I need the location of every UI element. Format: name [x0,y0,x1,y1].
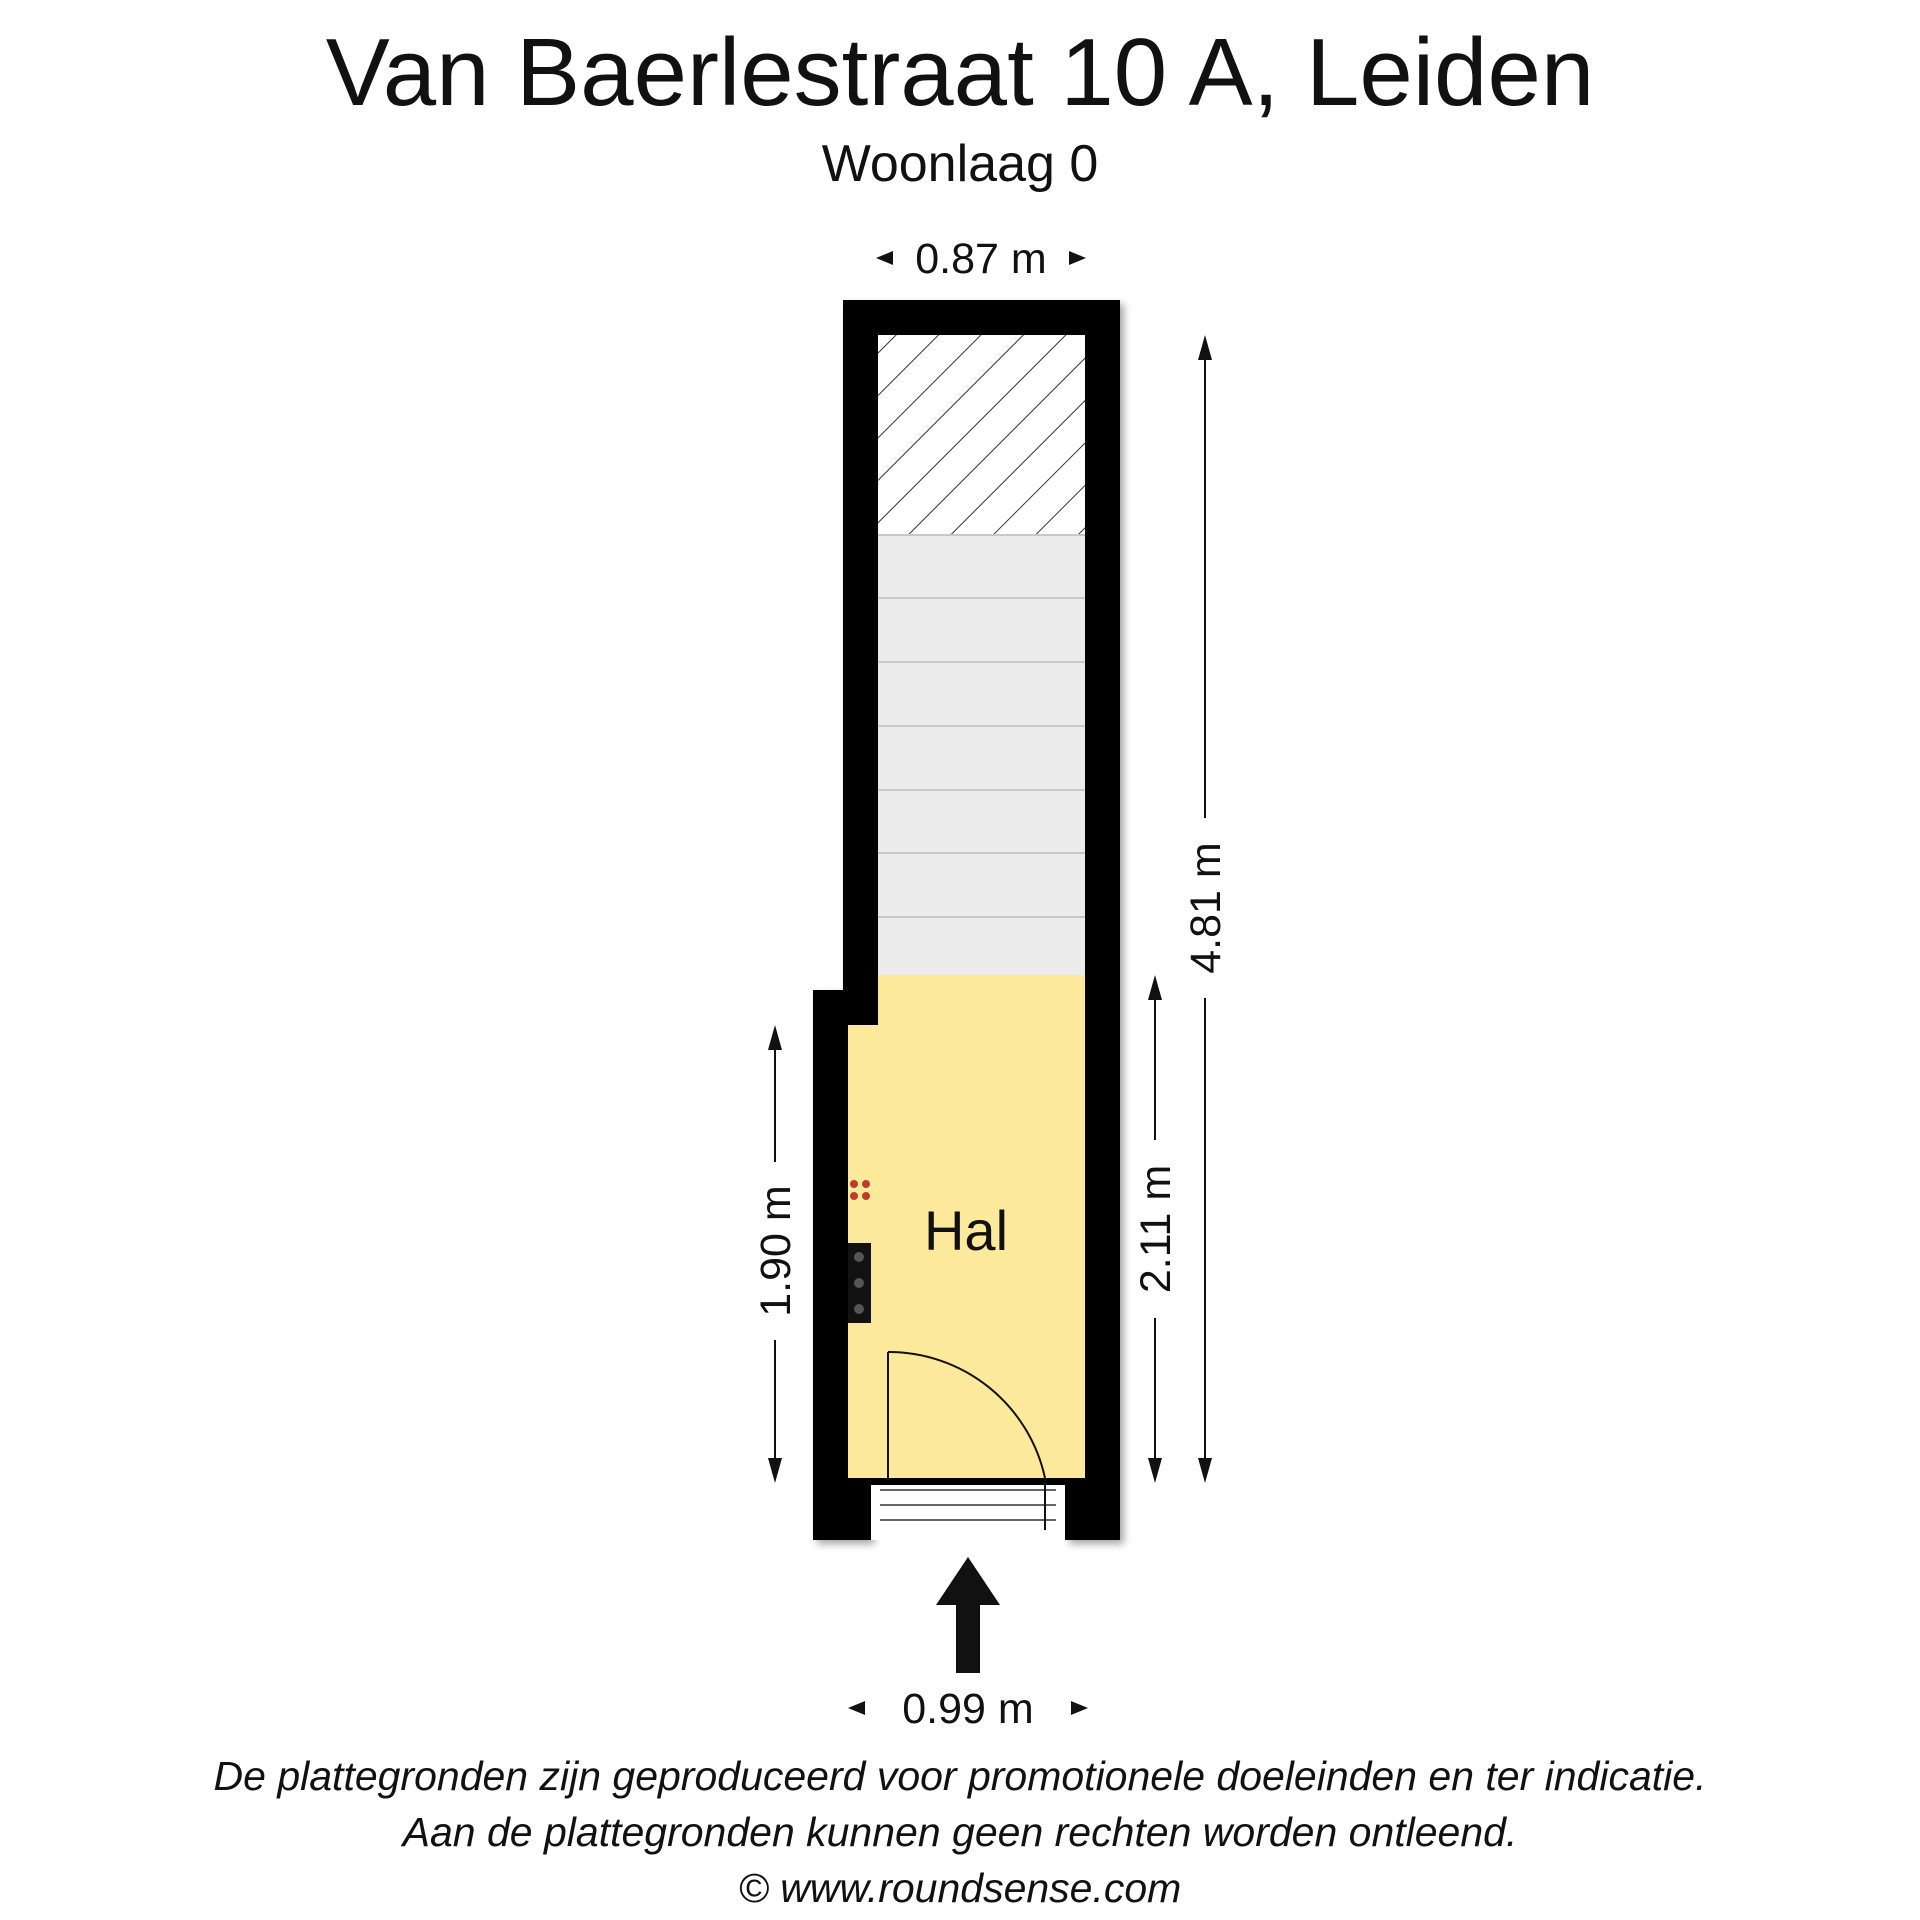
stair-void-hatch [878,335,1085,535]
copyright-notice: © www.roundsense.com [738,1865,1182,1911]
disclaimer [0,1748,1920,1916]
disclaimer-line-2: Aan de plattegronden kunnen geen rechten worden ontleend. [402,1809,1518,1855]
dimension-bottom-width-label: 0.99 m [902,1685,1034,1733]
dimension-top-width-label: 0.87 m [915,235,1047,283]
dimension-hal-height [1132,975,1180,1483]
entrance-threshold [871,1485,1065,1540]
page-title: Van Baerlestraat 10 A, Leiden [325,19,1595,126]
dimension-top-width [876,235,1086,283]
meter-dot [854,1252,864,1262]
entrance-arrow-icon [936,1557,1000,1673]
floor-level-subtitle: Woonlaag 0 [821,135,1099,193]
dimension-total-height-label: 4.81 m [1182,842,1230,974]
meter-dot [854,1304,864,1314]
meter-dot [854,1278,864,1288]
disclaimer-line-1: De plattegronden zijn geproduceerd voor promotionele doeleinden en ter indicatie. [213,1753,1707,1799]
dimension-hal-height-label: 2.11 m [1132,1164,1180,1294]
dimension-left-height-label: 1.90 m [752,1185,800,1317]
dimension-bottom-width [848,1685,1088,1733]
dimension-left-height [752,1025,800,1483]
room-label-hal: Hal [923,1199,1009,1262]
dimension-total-height [1182,335,1230,1483]
